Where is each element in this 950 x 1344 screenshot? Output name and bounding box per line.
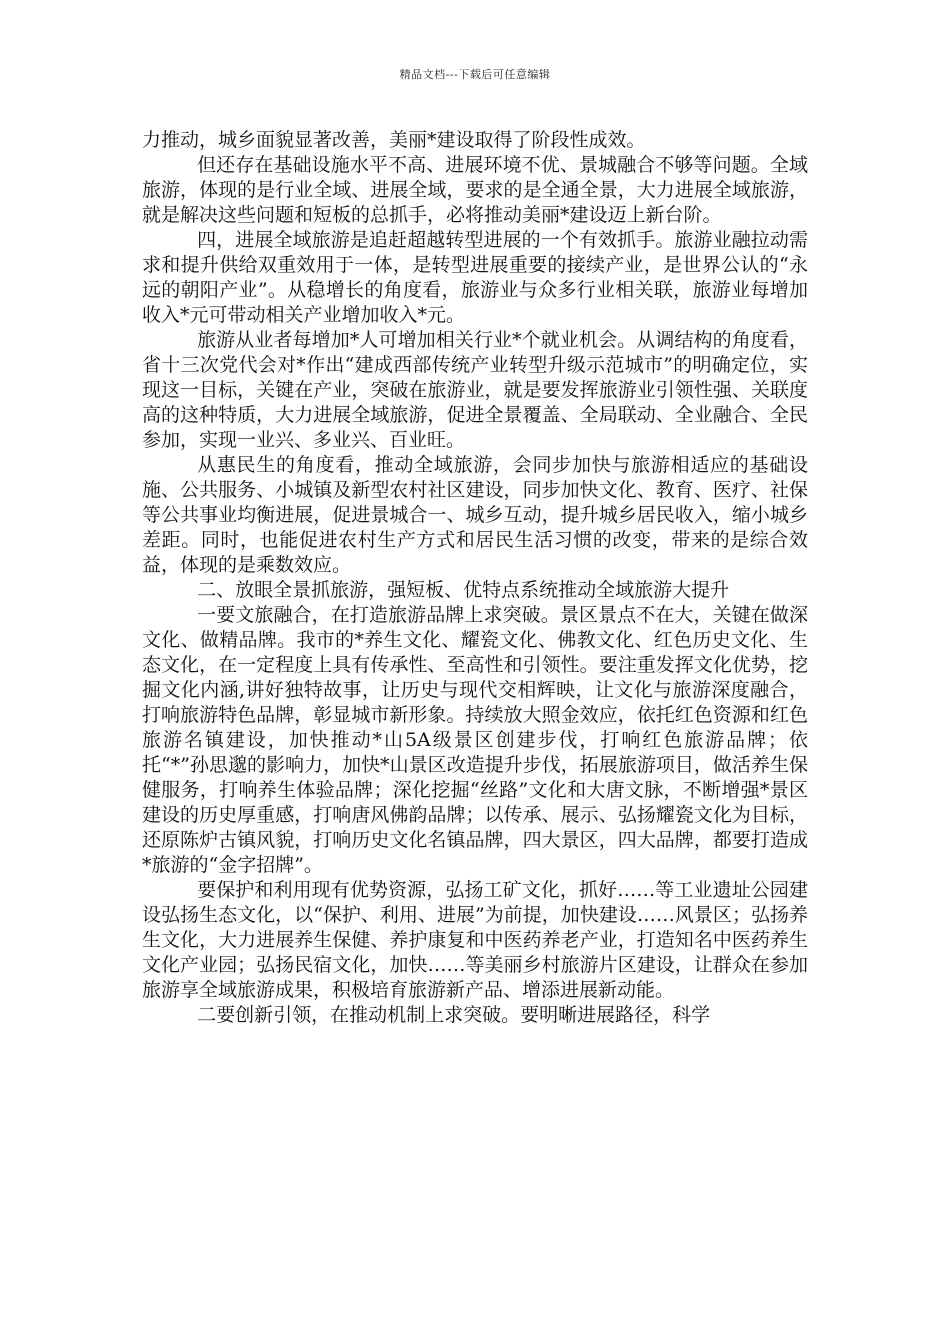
paragraph: 四，进展全域旅游是追赶超越转型进展的一个有效抓手。旅游业融拉动需求和提升供给双重效用于一体，是转型进展重要的接续产业，是世界公认的“永远的朝阳产业”。从稳增长的角度看，旅游业与众多行业相关联，旅游业每增加收入*元可带动相关产业增加收入*元。 [142, 229, 808, 326]
paragraph: 二要创新引领，在推动机制上求突破。要明晰进展路径，科学 [197, 1004, 711, 1026]
paragraph: 力推动，城乡面貌显著改善，美丽*建设取得了阶段性成效。 [142, 129, 646, 151]
paragraph: 但还存在基础设施水平不高、进展环境不优、景城融合不够等问题。全域旅游，体现的是行业全域、进展全域，要求的是全通全景，大力进展全域旅游，就是解决这些问题和短板的总抓手，必将推动美丽*建设迈上新台阶。 [142, 154, 808, 226]
paragraph: 一要文旅融合，在打造旅游品牌上求突破。景区景点不在大，关键在做深文化、做精品牌。我市的*养生文化、耀瓷文化、佛教文化、红色历史文化、生态文化，在一定程度上具有传承性、至高性和引领性。要注重发挥文化优势，挖掘文化内涵,讲好独特故事，让历史与现代交相辉映，让文化与旅游深度融合，打响旅游特色品牌，彰显城市新形象。持续放大照金效应，依托红色资源和红色旅游名镇建设，加快推动*山5A级景区创建步伐，打响红色旅游品牌；依托“*”孙思邈的影响力，加快*山景区改造提升步伐，拓展旅游项目，做活养生保健服务，打响养生体验品牌；深化挖掘“丝路”文化和大唐文脉，不断增强*景区建设的历史厚重感，打响唐风佛韵品牌；以传承、展示、弘扬耀瓷文化为目标，还原陈炉古镇风貌，打响历史文化名镇品牌，四大景区，四大品牌，都要打造成*旅游的“金字招牌”。 [142, 604, 808, 876]
document-body [142, 128, 808, 1028]
paragraph: 从惠民生的角度看，推动全域旅游，会同步加快与旅游相适应的基础设施、公共服务、小城镇及新型农村社区建设，同步加快文化、教育、医疗、社保等公共事业均衡进展，促进景城合一、城乡互动，提升城乡居民收入，缩小城乡差距。同时，也能促进农村生产方式和居民生活习惯的改变，带来的是综合效益，体现的是乘数效应。 [142, 454, 808, 576]
page-header: 精品文档---下载后可任意编辑 [399, 68, 551, 81]
section-heading: 二、放眼全景抓旅游，强短板、优特点系统推动全域旅游大提升 [197, 579, 730, 601]
paragraph: 旅游从业者每增加*人可增加相关行业*个就业机会。从调结构的角度看，省十三次党代会对*作出“建成西部传统产业转型升级示范城市”的明确定位，实现这一目标，关键在产业，突破在旅游业，就是要发挥旅游业引领性强、关联度高的这种特质，大力进展全域旅游，促进全景覆盖、全局联动、全业融合、全民参加，实现一业兴、多业兴、百业旺。 [142, 329, 808, 451]
paragraph: 要保护和利用现有优势资源，弘扬工矿文化，抓好……等工业遗址公园建设弘扬生态文化，以“保护、利用、进展”为前提，加快建设……风景区；弘扬养生文化，大力进展养生保健、养护康复和中医药养老产业，打造知名中医药养生文化产业园；弘扬民宿文化，加快……等美丽乡村旅游片区建设，让群众在参加旅游享全域旅游成果，积极培育旅游新产品、增添进展新动能。 [142, 879, 808, 1001]
